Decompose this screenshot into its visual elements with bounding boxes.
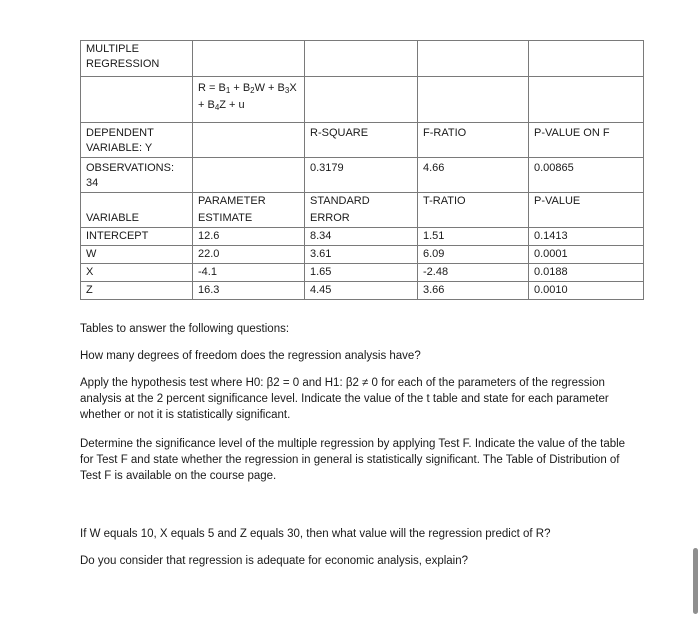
r-square-value: 0.3179 — [305, 158, 418, 193]
multiple-regression-label: MULTIPLE REGRESSION — [81, 41, 193, 77]
question-degrees-of-freedom: How many degrees of freedom does the regression analysis have? — [80, 350, 421, 362]
questions-intro: Tables to answer the following questions: — [80, 323, 290, 335]
dependent-variable-label: DEPENDENT VARIABLE: Y — [81, 123, 193, 158]
question-adequacy: Do you consider that regression is adequate for economic analysis, explain? — [80, 555, 469, 567]
observations-label: OBSERVATIONS: 34 — [81, 158, 193, 193]
table-row: X -4.1 1.65 -2.48 0.0188 — [81, 264, 644, 282]
r-square-label: R-SQUARE — [305, 123, 418, 158]
p-value-on-f-value: 0.00865 — [529, 158, 644, 193]
error-header: ERROR — [305, 210, 418, 228]
summary-label-row — [81, 123, 644, 158]
table-row: INTERCEPT 12.6 8.34 1.51 0.1413 — [81, 228, 644, 246]
parameter-header: PARAMETER — [193, 193, 305, 211]
p-value-on-f-label: P-VALUE ON F — [529, 123, 644, 158]
question-hypothesis-test: Apply the hypothesis test where H0: β2 = 0 and H1: β2 ≠ 0 for each of the parameters of the regression analysis at the 2 percent significance level. Indicate the value of the t table and state for each parameter whether or not it is statistically significant. — [80, 377, 609, 421]
question-prediction: If W equals 10, X equals 5 and Z equals 30, then what value will the regression predict of R? — [80, 528, 551, 540]
table-row: Z 16.3 4.45 3.66 0.0010 — [81, 282, 644, 300]
t-ratio-header: T-RATIO — [418, 193, 529, 211]
table-title-row — [81, 41, 644, 77]
regression-table — [80, 40, 644, 300]
summary-value-row — [81, 158, 644, 193]
estimate-header: ESTIMATE — [193, 210, 305, 228]
p-value-header: P-VALUE — [529, 193, 644, 211]
question-f-test: Determine the significance level of the multiple regression by applying Test F. Indicate the value of the table for Test F and state whether the regression in general is statistically significant. The Table of Distribution of Test F is available on the course page. — [80, 438, 626, 482]
f-ratio-value: 4.66 — [418, 158, 529, 193]
standard-header: STANDARD — [305, 193, 418, 211]
f-ratio-label: F-RATIO — [418, 123, 529, 158]
variable-header: VARIABLE — [81, 210, 193, 228]
equation-row — [81, 77, 644, 123]
regression-equation: $R = B_1 + B_2W + B_3X$ + $B_4Z + u$ — [193, 77, 305, 123]
coef-header-row-1 — [81, 193, 644, 211]
scrollbar-thumb[interactable] — [693, 548, 698, 614]
table-row: W 22.0 3.61 6.09 0.0001 — [81, 246, 644, 264]
coef-header-row-2 — [81, 210, 644, 228]
